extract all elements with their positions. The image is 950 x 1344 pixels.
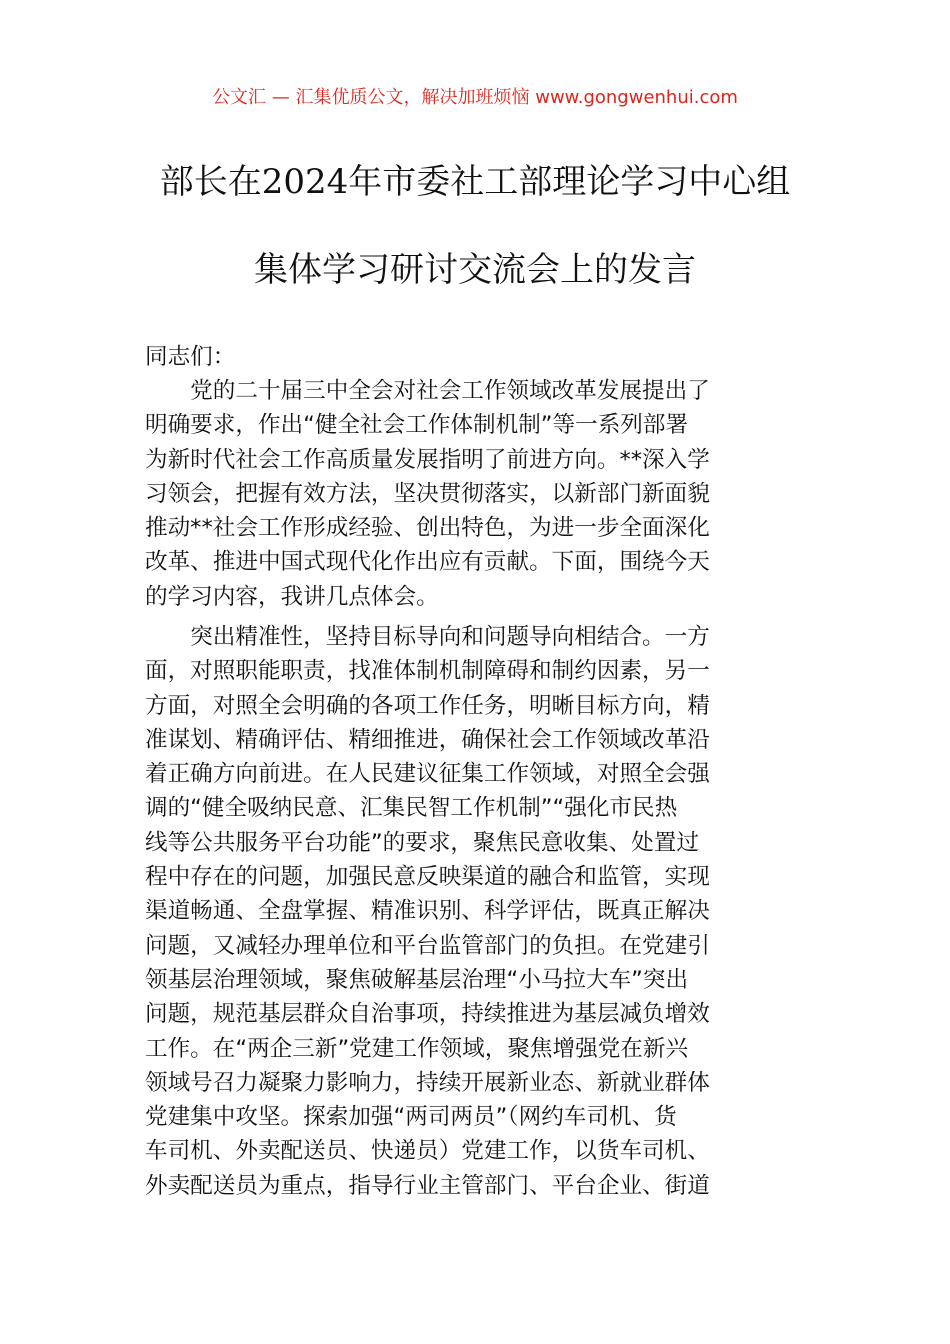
paragraph-line: 领基层治理领域，聚焦破解基层治理“小马拉大车”突出 [145,966,689,993]
paragraph-line: 明确要求，作出“健全社会工作体制机制”等一系列部署 [145,412,689,439]
document-title-line-1: 部长在2024年市委社工部理论学习中心组 [159,162,791,202]
salutation [145,340,805,374]
paragraph-line: 渠道畅通、全盘掌握、精准识别、科学评估，既真正解决 [145,898,710,925]
salutation-text: 同志们： [145,344,236,370]
paragraph-line: 着正确方向前进。在人民建议征集工作领域，对照全会强 [145,761,710,788]
paragraph-line: 党的二十届三中全会对社会工作领域改革发展提出了 [145,378,710,404]
paragraph-line: 党建集中攻坚。探索加强“两司两员”（网约车司机、货 [145,1104,677,1131]
paragraph-line: 改革、推进中国式现代化作出应有贡献。下面，围绕今天 [145,549,710,576]
paragraph-1 [145,374,805,614]
paragraph-line: 车司机、外卖配送员、快递员）党建工作，以货车司机、 [145,1138,710,1165]
paragraph-line: 为新时代社会工作高质量发展指明了前进方向。**深入学 [145,446,710,473]
paragraph-line: 的学习内容，我讲几点体会。 [145,583,439,610]
document-title-line-2: 集体学习研讨交流会上的发言 [254,250,696,290]
site-banner: 公文汇 — 汇集优质公文，解决加班烦恼 www.gongwenhui.com [212,87,738,108]
paragraph-line: 突出精准性，坚持目标导向和问题导向相结合。一方 [145,624,710,650]
paragraph-line: 工作。在“两企三新”党建工作领域，聚焦增强党在新兴 [145,1035,689,1062]
paragraph-line: 习领会，把握有效方法，坚决贯彻落实，以新部门新面貌 [145,480,710,507]
paragraph-line: 外卖配送员为重点，指导行业主管部门、平台企业、街道 [145,1172,710,1199]
paragraph-line: 问题，又减轻办理单位和平台监管部门的负担。在党建引 [145,932,710,959]
paragraph-line: 程中存在的问题，加强民意反映渠道的融合和监管，实现 [145,864,710,891]
paragraph-line: 面，对照职能职责，找准体制机制障碍和制约因素，另一 [145,658,710,685]
paragraph-line: 调的“健全吸纳民意、汇集民智工作机制”“强化市民热 [145,795,678,822]
paragraph-line: 推动**社会工作形成经验、创出特色，为进一步全面深化 [145,515,710,542]
paragraph-line: 领域号召力凝聚力影响力，持续开展新业态、新就业群体 [145,1069,710,1096]
paragraph-line: 问题，规范基层群众自治事项，持续推进为基层减负增效 [145,1001,710,1028]
paragraph-line: 准谋划、精确评估、精细推进，确保社会工作领域改革沿 [145,726,710,753]
paragraph-line: 方面，对照全会明确的各项工作任务，明晰目标方向，精 [145,692,710,719]
paragraph-2 [145,620,805,1203]
paragraph-line: 线等公共服务平台功能”的要求，聚焦民意收集、处置过 [145,829,699,856]
